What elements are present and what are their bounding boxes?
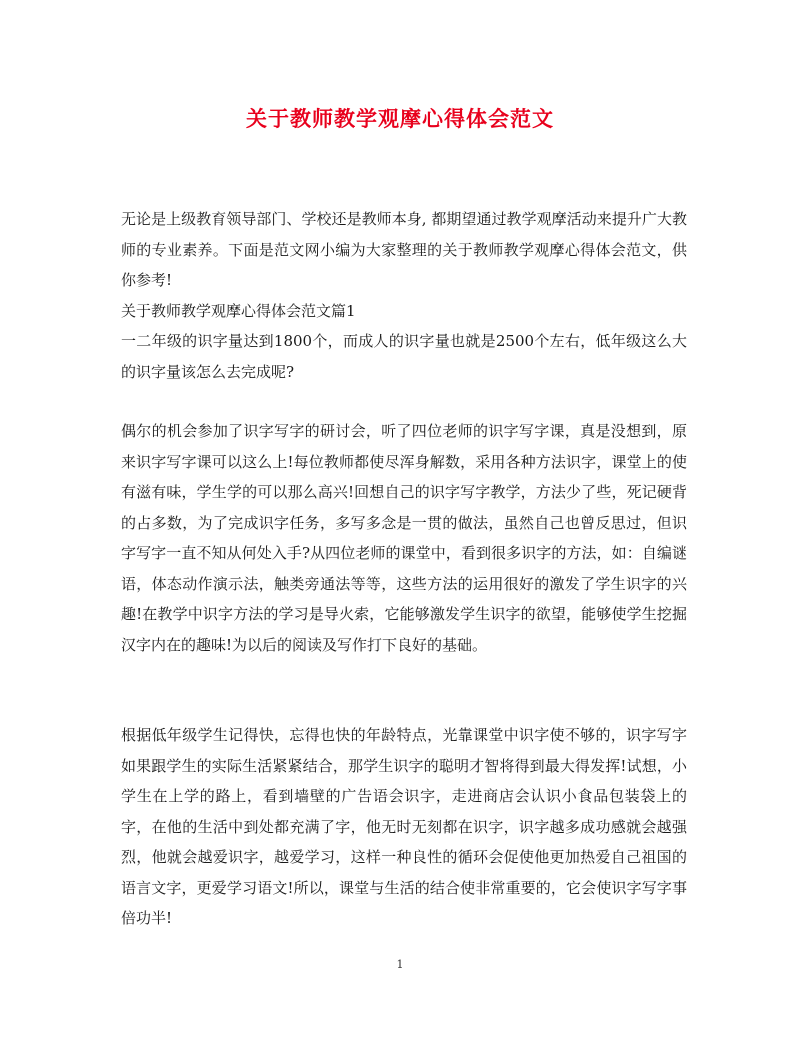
document-title: 关于教师教学观摩心得体会范文 [246,106,554,131]
intro-paragraph: 无论是上级教育领导部门、学校还是教师本身, 都期望通过教学观摩活动来提升广大教师的专业素养。下面是范文网小编为大家整理的关于教师教学观摩心得体会范文，供你参考! [121,210,687,289]
lead-paragraph: 一二年级的识字量达到1800个，而成人的识字量也就是2500个左右，低年级这么大的识字量该怎么去完成呢? [121,332,687,381]
body-paragraph-1: 偶尔的机会参加了识字写字的研讨会，听了四位老师的识字写字课，真是没想到，原来识字写字课可以这么上!每位教师都使尽浑身解数，采用各种方法识字，课堂上的使有滋有味，学生学的可以那么高兴!回想自己的识字写字教学，方法少了些，死记硬背的占多数，为了完成识字任务，多写多念是一贯的做法，虽然自己也曾反思过，但识字写字一直不知从何处入手?从四位老师的课堂中，看到很多识字的方法，如：自编谜语，体态动作演示法，触类旁通法等等，这些方法的运用很好的激发了学生识字的兴趣!在教学中识字方法的学习是导火索，它能够激发学生识字的欲望，能够使学生挖掘汉字内在的趣味!为以后的阅读及写作打下良好的基础。 [121,422,687,654]
body-paragraph-2: 根据低年级学生记得快，忘得也快的年龄特点，光靠课堂中识字使不够的，识字写字如果跟学生的实际生活紧紧结合，那学生识字的聪明才智将得到最大得发挥!试想，小学生在上学的路上，看到墙壁的广告语会识字，走进商店会认识小食品包装袋上的字，在他的生活中到处都充满了字，他无时无刻都在识字，识字越多成功感就会越强烈，他就会越爱识字，越爱学习，这样一种良性的循环会促使他更加热爱自己祖国的语言文字，更爱学习语文!所以，课堂与生活的结合使非常重要的，它会使识字写字事倍功半! [121,726,687,927]
section-heading: 关于教师教学观摩心得体会范文篇1 [121,301,356,320]
page-number: 1 [396,958,404,971]
intro-block [121,204,687,387]
